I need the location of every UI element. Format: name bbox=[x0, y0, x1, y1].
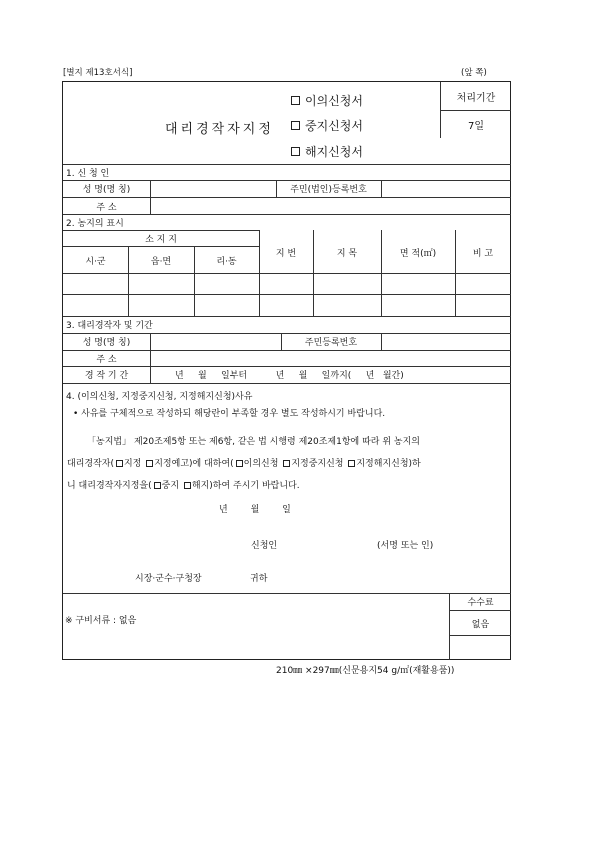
section4-heading: 4. (이의신청, 지정중지신청, 지정해지신청)사유 bbox=[66, 392, 253, 402]
column-land-category: 지 목 bbox=[336, 248, 358, 259]
column-si-gun: 시·군 bbox=[85, 256, 106, 267]
applicant-label: 신청인 bbox=[251, 541, 278, 551]
checkbox[interactable] bbox=[184, 482, 191, 489]
addressee: 시장·군수·구청장 bbox=[135, 574, 202, 584]
column-eup-myeon: 읍·면 bbox=[150, 256, 172, 267]
checkbox[interactable] bbox=[283, 460, 290, 467]
column-area: 면 적(㎡) bbox=[399, 248, 437, 259]
section2-heading: 2. 농지의 표시 bbox=[66, 219, 124, 229]
processing-period-label: 처리기간 bbox=[456, 92, 496, 104]
section4-note: • 사유를 구체적으로 작성하되 해당란이 부족할 경우 별도 작성하시기 바랍니다. bbox=[73, 409, 386, 419]
cultivator-id-label: 주민등록번호 bbox=[304, 338, 358, 348]
fee-value: 없음 bbox=[471, 619, 490, 630]
checkbox[interactable] bbox=[291, 121, 300, 130]
form-title: 대리경작자지정 bbox=[165, 122, 274, 137]
column-remarks: 비 고 bbox=[472, 248, 494, 259]
column-lot-number: 지 번 bbox=[275, 248, 297, 259]
form-label: [별지 제13호서식] bbox=[63, 68, 133, 78]
required-documents: ※ 구비서류 : 없음 bbox=[65, 615, 137, 626]
paper-spec-footer: 210㎜ ×297㎜(신문용지54 g/㎡(재활용품)) bbox=[276, 666, 455, 676]
location-header: 소 지 지 bbox=[145, 235, 177, 245]
cultivation-period-value: 년 월 일부터 년 월 일까지( 년 월간) bbox=[175, 371, 404, 381]
applicant-id-label: 주민(법인)등록번호 bbox=[290, 185, 367, 195]
application-date: 년 월 일 bbox=[219, 505, 291, 515]
checkbox[interactable] bbox=[236, 460, 243, 467]
checkbox[interactable] bbox=[154, 482, 161, 489]
checkbox[interactable] bbox=[116, 460, 123, 467]
option-cancellation[interactable]: 해지신청서 bbox=[291, 143, 363, 160]
cultivator-name-label: 성 명(명 칭) bbox=[82, 338, 131, 348]
cultivation-period-label: 경 작 기 간 bbox=[84, 371, 129, 381]
processing-period-value: 7일 bbox=[467, 121, 485, 132]
section3-heading: 3. 대리경작자 및 기간 bbox=[66, 321, 153, 331]
fee-label: 수수료 bbox=[467, 598, 494, 608]
applicant-address-label: 주 소 bbox=[96, 202, 117, 213]
signature-label: (서명 또는 인) bbox=[377, 541, 434, 551]
application-form bbox=[62, 81, 511, 660]
column-ri-dong: 리·동 bbox=[216, 256, 237, 267]
cultivator-address-label: 주 소 bbox=[96, 355, 117, 365]
option-objection[interactable]: 이의신청서 bbox=[291, 92, 363, 109]
checkbox[interactable] bbox=[348, 460, 355, 467]
option-suspension[interactable]: 중지신청서 bbox=[291, 117, 363, 134]
checkbox[interactable] bbox=[291, 147, 300, 156]
body-line-1: 「농지법」 제20조제5항 또는 제6항, 같은 법 시행령 제20조제1항에 따라 위 농지의 bbox=[87, 437, 420, 447]
body-line-3: 니 대리경작자지정을( 중지 해지)하여 주시기 바랍니다. bbox=[67, 481, 300, 491]
checkbox[interactable] bbox=[291, 96, 300, 105]
page-side-label: (앞 쪽) bbox=[461, 68, 487, 78]
applicant-name-label: 성 명(명 칭) bbox=[82, 185, 131, 195]
checkbox[interactable] bbox=[146, 460, 153, 467]
section1-heading: 1. 신 청 인 bbox=[66, 169, 110, 179]
honorific: 귀하 bbox=[250, 574, 268, 584]
body-line-2: 대리경작자( 지정 지정예고)에 대하여( 이의신청 지정중지신청 지정해지신청)하 bbox=[67, 459, 421, 469]
